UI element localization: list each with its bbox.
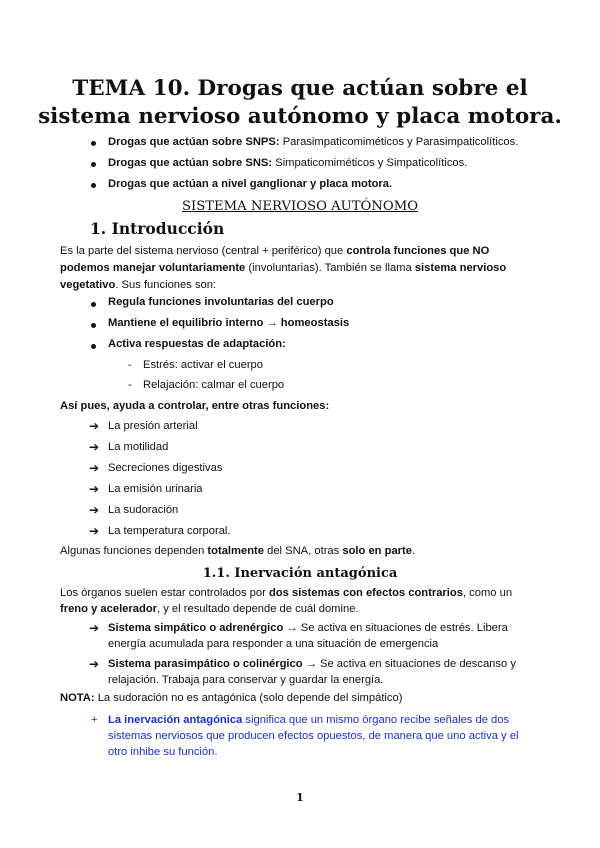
helps-item-1: La presión arterial [108,420,198,432]
system-parasimpatico-line-2: relajación. Trabaja para conservar y guardar la energía. [108,674,384,686]
plus-icon: + [91,714,98,726]
bullet-icon [91,302,96,307]
intro-paragraph-line-2: podemos manejar voluntariamente (involuntarias). También se llama sistema nervioso [60,262,507,274]
helps-item-4: La emisión urinaria [108,483,203,495]
helps-item-3: Secreciones digestivas [108,462,223,474]
sub-item-relajacion: Relajación: calmar el cuerpo [143,379,285,391]
helps-item-5: La sudoración [108,504,179,516]
depends-sentence: Algunas funciones dependen totalmente del SNA, otras solo en parte. [60,545,416,557]
antagonic-paragraph-line-1: Los órganos suelen estar controlados por dos sistemas con efectos contrarios, como un [60,587,513,599]
system-parasimpatico-line-1: Sistema parasimpático o colinérgico → Se activa en situaciones de descanso y [108,658,516,670]
intro-paragraph-line-3: vegetativo. Sus funciones son: [60,279,217,291]
intro-paragraph-line-1: Es la parte del sistema nervioso (central + periférico) que controla funciones que NO [60,245,490,257]
dash-icon: - [128,379,132,391]
page-title-line-2: sistema nervioso autónomo y placa motora. [38,104,562,129]
arrow-right-icon: ➔ [89,440,100,454]
page-number: 1 [296,791,304,804]
dash-icon: - [128,359,132,371]
arrow-right-icon: ➔ [89,461,100,475]
intro-bullet-3: Drogas que actúan a nivel ganglionar y placa motora. [108,178,393,190]
bullet-icon [91,323,96,328]
helps-item-2: La motilidad [108,441,169,453]
definition-line-1: La inervación antagónica significa que un mismo órgano recibe señales de dos [108,714,510,726]
intro-bullet-2: Drogas que actúan sobre SNS: Simpaticomiméticos y Simpaticolíticos. [108,157,468,169]
system-simpatico-line-2: energía acumulada para responder a una situación de emergencia [108,638,439,650]
arrow-right-icon: ➔ [89,621,100,635]
heading-introduccion: 1. Introducción [90,219,225,238]
antagonic-paragraph-line-2: freno y acelerador, y el resultado depende de cuál domine. [60,603,359,615]
bullet-icon [91,344,96,349]
bullet-icon [91,162,96,167]
arrow-right-icon: ➔ [89,503,100,517]
arrow-right-icon: ➔ [89,482,100,496]
bullet-icon [91,141,96,146]
definition-line-2: sistemas nerviosos que producen efectos opuestos, de manera que uno activa y el [108,730,519,742]
arrow-right-icon: ➔ [89,419,100,433]
section-heading-sna: SISTEMA NERVIOSO AUTÓNOMO [181,199,419,214]
function-item-2: Mantiene el equilibrio interno → homeostasis [108,317,350,329]
sub-item-estres: Estrés: activar el cuerpo [143,359,264,371]
helps-heading: Así pues, ayuda a controlar, entre otras funciones: [60,400,330,412]
definition-line-3: otro inhibe su función. [108,746,218,758]
heading-inervacion-antagonica: 1.1. Inervación antagónica [202,566,398,581]
helps-item-6: La temperatura corporal. [108,525,231,537]
function-item-3: Activa respuestas de adaptación: [108,338,286,350]
arrow-right-icon: ➔ [89,524,100,538]
function-item-1: Regula funciones involuntarias del cuerpo [108,296,334,308]
intro-bullet-1: Drogas que actúan sobre SNPS: Parasimpaticomiméticos y Parasimpaticolíticos. [108,136,519,148]
note-sudoracion: NOTA: La sudoración no es antagónica (solo depende del simpático) [60,692,403,704]
system-simpatico-line-1: Sistema simpático o adrenérgico → Se activa en situaciones de estrés. Libera [108,622,508,634]
arrow-right-icon: ➔ [89,657,100,671]
bullet-icon [91,183,96,188]
page-title-line-1: TEMA 10. Drogas que actúan sobre el [72,76,528,101]
